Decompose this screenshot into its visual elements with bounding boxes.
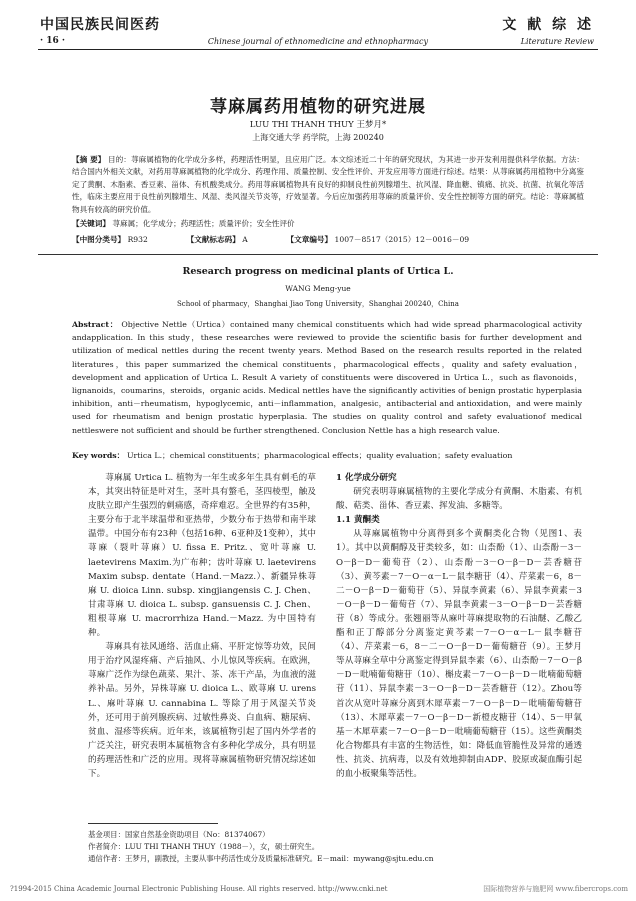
header-rule (38, 49, 598, 50)
page-number: · 16 · (40, 36, 66, 46)
english-affiliation: School of pharmacy，Shanghai Jiao Tong University，Shanghai 200240，China (177, 300, 459, 308)
abstract-en-label: Abstract： (72, 320, 119, 329)
keywords-text: 荨麻属；化学成分；药理活性；质量评价；安全性评价 (112, 219, 295, 228)
abstract-en (72, 318, 582, 437)
subsection-heading: 1.1 黄酮类 (336, 515, 380, 526)
abstract-cn (72, 154, 584, 216)
english-title: Research progress on medicinal plants of Urtica L. (182, 266, 454, 277)
body-left-column (88, 471, 316, 781)
journal-name-en: Chinese journal of ethnomedicine and ethnopharmacy (207, 37, 429, 46)
section-heading: 1 化学成分研究 (336, 473, 397, 483)
keywords-cn (72, 218, 584, 229)
copyright-footer: ?1994-2015 China Academic Journal Electronic Publishing House. All rights reserved. http://www.cnki.net (10, 885, 388, 893)
abstract-label: 【摘 要】 (72, 155, 106, 164)
page-title: 荨麻属药用植物的研究进展 (210, 97, 426, 117)
body-paragraph: 荨麻属 Urtica L. 植物为一年生或多年生具有刺毛的草本，其突出特征是叶对生，茎叶具有螫毛，茎四棱型，触及皮肤立即产生强烈的刺痛感，奇痒难忍。全世界约有35种，主要分布于北半球温带和亚热带，少数分布于热带和南半球温带。中国分布有23种（包括16种、6亚种及1变种），其中荨麻（裂叶荨麻）U. fissa E. Pritz.、宽叶荨麻 U. laetevirens Maxim.为广布种；齿叶荨麻 U. laetevirens Maxim subsp. dentate（Hand.－Mazz.）、新疆异株荨麻 U. dioica Linn. subsp. xingjiangensis C. J. Chen、甘肃荨麻 U. dioica L. subsp. gansuensis C. J. Chen、粗根荨麻 U. macrorrhiza Hand.－Mazz. 为中国特有种。 (88, 473, 316, 639)
footnote-correspondence: 通信作者：王梦月，副教授，主要从事中药活性成分及质量标准研究。E－mail：mywang@sjtu.edu.cn (88, 854, 434, 863)
english-author: WANG Meng-yue (285, 284, 351, 293)
keywords-en (72, 450, 582, 461)
class-label: 【中图分类号】 (72, 235, 126, 244)
watermark: 国际植物营养与施肥网 www.fibercrops.com (483, 885, 628, 893)
body-paragraph: 研究表明荨麻属植物的主要化学成分有黄酮、木脂素、有机酸、萜类、甾体、香豆素、挥发油、多糖等。 (336, 487, 582, 512)
affiliation: 上海交通大学 药学院，上海 200240 (252, 133, 384, 142)
footnote-rule (88, 823, 218, 824)
keywords-en-text: Urtica L.；chemical constituents；pharmacological effects；quality evaluation；safety evaluation (126, 451, 513, 460)
body-right-column (336, 471, 582, 781)
keywords-en-label: Key words： (72, 451, 125, 460)
keywords-label: 【关键词】 (72, 219, 110, 228)
doc-value: A (242, 235, 248, 244)
article-no-value: 1007－8517（2015）12－0016－09 (334, 235, 470, 244)
doc-label: 【文献标志码】 (186, 235, 240, 244)
classification-row (72, 234, 584, 245)
authors: LUU THI THANH THUY 王梦月* (249, 120, 387, 130)
article-no-label: 【文章编号】 (286, 235, 333, 244)
footnote-fund: 基金项目：国家自然基金资助项目（No：81374067） (88, 830, 270, 839)
divider (38, 254, 598, 255)
abstract-en-text: Objective Nettle（Urtica）contained many chemical constituents which had wide spread pharmacological activity andapplication. In this study，these researches were reviewed to provide the scientific basis for further development and utilization of medical nettles during the recent twenty years. Method Based on the research results reported in the related literatures，this paper summarized the chemical constituents，pharmacological effects，quality and safety evaluation，development and application of Urtica L. Result A variety of constituents were discovered in Urtica L.，such as flavonoids，lignanoids，coumarins，steroids，organic acids. Medical nettles have the significantly activities of benign prostatic hyperplasia inhibition，anti－rheumatism，hypoglycemic，anti－inflammation，analgesic，antibacterial and antioxidation，and were mainly used for rheumatism and benign prostatic hyperplasia. The studies on quality control and safety evaluationof medical nettleswere not sufficient and should be further strengthened. Conclusion Nettle has a high research value. (72, 320, 582, 435)
class-value: R932 (127, 235, 148, 244)
abstract-text: 目的：荨麻属植物的化学成分多样，药理活性明显，且应用广泛。本文综述近二十年的研究现状，为其进一步开发利用提供科学依据。方法：结合国内外相关文献，对药用荨麻属植物的化学成分、药理作用、质量控制、安全性评价、开发应用等方面进行综述。结果：从荨麻属药用植物中分离鉴定了黄酮、木脂素、香豆素、甾体、有机酸类成分。药用荨麻属植物具有良好的抑制良性前列腺增生、抗风湿、降血糖、镇痛、抗炎、抗菌、抗氧化等活性，临床主要应用于良性前列腺增生、风湿、类风湿关节炎等，疗效显著。今后应加强药用荨麻的质量评价、安全性控制等方面的研究。结论：荨麻属植物具有较高的研究价值。 (72, 155, 584, 214)
body-paragraph: 从荨麻属植物中分离得到多个黄酮类化合物（见图1、表1）。其中以黄酮醇及苷类较多，如：山柰酚（1）、山柰酚－3－O－β－D－葡萄苷（2）、山柰酚－3－O－β－D－芸香糖苷（3）、黄芩素－7－O－α－L－鼠李糖苷（4）、芹菜素－6，8－二－O－β－D－葡萄苷（5）、异鼠李黄素（6）、异鼠李黄素－3－O－β－D－葡萄苷（7）、异鼠李黄素－3－O－β－D－芸香糖苷（8）等成分。张翘丽等从麻叶荨麻提取物的石油醚、乙酸乙酯和正丁醇部分分离鉴定黄芩素－7－O－α－L－鼠李糖苷（4）、芹菜素－6，8－二－O－β－D－葡萄糖苷（9）。王梦月等从荨麻全草中分离鉴定得到异鼠李素（6）、山柰酚－7－O－β－D－吡喃葡萄糖苷（10）、槲皮素－7－O－β－D－吡喃葡萄糖苷（11）、异鼠李素－3－O－β－D－芸香糖苷（12）。Zhou等首次从宽叶荨麻分离到木犀草素－7－O－β－D－吡喃葡萄糖苷（13）、木犀草素－7－O－β－D－新橙皮糖苷（14）、5－甲氧基－木犀草素－7－O－β－D－吡喃葡萄糖苷（15）。这些黄酮类化合物都具有丰富的生物活性，如：降低血管脆性及异常的通透性、抗炎、抗病毒，以及有效地抑制由ADP、胶原或凝血酶引起的血小板聚集等活性。 (336, 529, 582, 779)
section-name-en: Literature Review (520, 37, 594, 46)
body-paragraph: 荨麻具有祛风通络、活血止痛、平肝定惊等功效，民间用于治疗风湿疼痛、产后抽风、小儿惊风等疾病。在欧洲，荨麻广泛作为绿色蔬菜、果汁、茶、冻干产品，为血液的滋养补品。另外，异株荨麻 U. dioica L.、欧荨麻 U. urens L.、麻叶荨麻 U. cannabina L. 等除了用于风湿关节炎外，还可用于前列腺疾病、过敏性鼻炎、白血病、糖尿病、贫血、湿疹等疾病。近年来，该属植物引起了国内外学者的广泛关注，研究表明本属植物含有多种化学成分，具有明显的药理活性和广泛的应用。现将荨麻属植物研究情况综述如下。 (88, 642, 316, 779)
journal-name-cn: 中国民族民间医药 (40, 17, 160, 33)
footnote-author: 作者简介：LUU THI THANH THUY（1988－），女，硕士研究生。 (88, 842, 320, 851)
section-name-cn: 文 献 综 述 (502, 17, 594, 33)
